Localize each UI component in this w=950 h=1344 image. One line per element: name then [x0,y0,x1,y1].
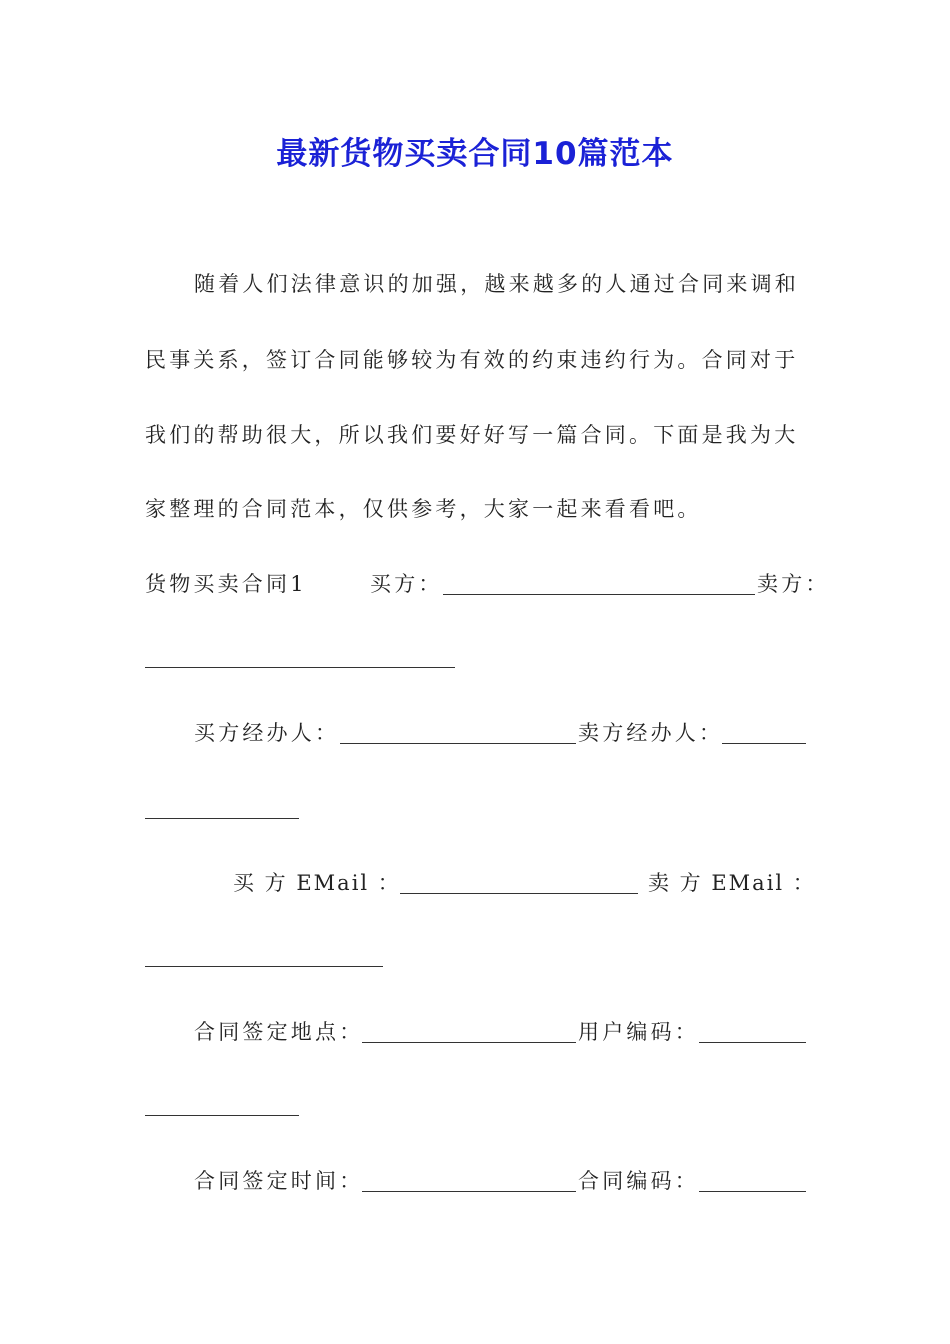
buyer-agent-label: 买方经办人： [194,721,340,745]
seller-blank[interactable] [145,666,455,668]
intro-line-3: 我们的帮助很大，所以我们要好好写一篇合同。下面是我为大 [145,423,799,447]
user-code-label: 用户编码： [578,1020,699,1044]
user-code-blank-a[interactable] [699,1041,806,1043]
seller-email-label: 卖 方 EMail ： [648,871,816,895]
document-title: 最新货物买卖合同10篇范本 [276,136,674,172]
buyer-blank[interactable] [443,593,755,595]
seller-email-blank[interactable] [145,965,383,967]
signing-time-blank[interactable] [362,1190,576,1192]
seller-agent-row [578,723,950,744]
buyer-email-blank[interactable] [400,892,638,894]
signing-time-label: 合同签定时间： [194,1169,364,1193]
seller-agent-blank-a[interactable] [722,742,806,744]
contract-code-row [578,1171,950,1192]
signing-place-label: 合同签定地点： [194,1020,364,1044]
signing-place-blank[interactable] [362,1041,576,1043]
section-heading: 货物买卖合同1 [145,572,307,596]
buyer-email-label: 买 方 EMail ： [233,871,401,895]
buyer-agent-blank[interactable] [340,742,576,744]
buyer-label: 买方： [370,572,443,596]
seller-agent-label: 卖方经办人： [578,721,724,745]
seller-row [757,574,950,595]
seller-agent-blank-b[interactable] [145,817,299,819]
intro-line-1: 随着人们法律意识的加强，越来越多的人通过合同来调和 [194,272,799,296]
intro-line-2: 民事关系，签订合同能够较为有效的约束违约行为。合同对于 [145,348,799,372]
user-code-row [578,1022,950,1043]
intro-line-4: 家整理的合同范本，仅供参考，大家一起来看看吧。 [145,497,702,521]
seller-label: 卖方： [757,572,830,596]
contract-code-blank[interactable] [699,1190,806,1192]
contract-code-label: 合同编码： [578,1169,699,1193]
user-code-blank-b[interactable] [145,1114,299,1116]
seller-email-row [648,873,950,894]
